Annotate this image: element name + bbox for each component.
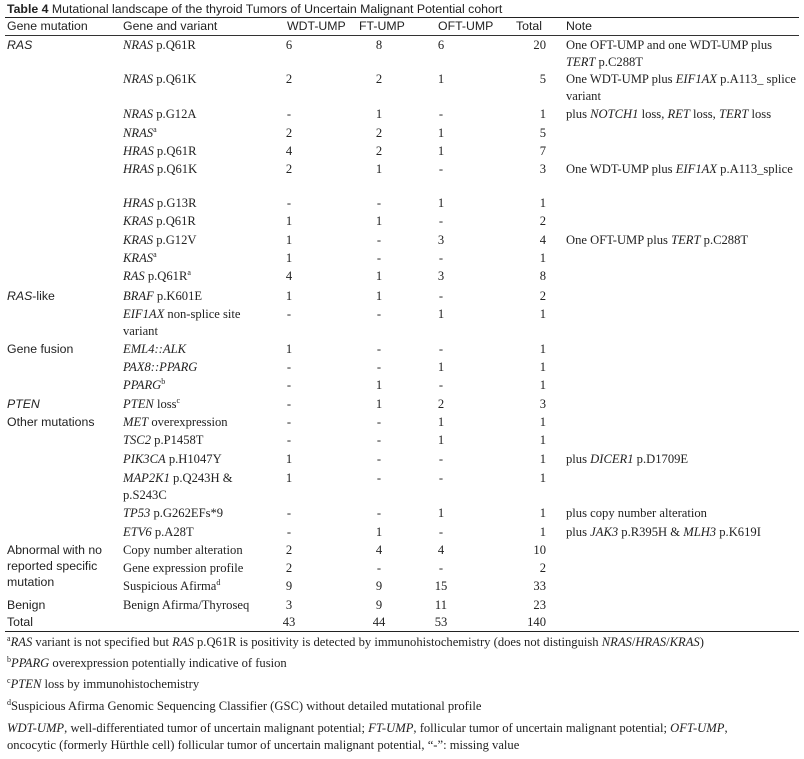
row-gene-variant: BRAF p.K601E <box>123 289 203 303</box>
row-note: plus NOTCH1 loss, RET loss, TERT loss <box>566 107 772 121</box>
row-group-label: Abnormal with no reported specific mutation <box>7 543 103 589</box>
row-wdt-value: - <box>286 506 292 520</box>
row-ft-value: 2 <box>375 126 383 140</box>
row-total-value: 4 <box>539 233 546 247</box>
footnote-abbrev-2: oncocytic (formerly Hürthle cell) follicular tumor of uncertain malignant potential, “-”: missing value <box>7 738 520 752</box>
footnote-abbrev-1: WDT-UMP, well-differentiated tumor of uncertain malignant potential; FT-UMP, follicular tumor of uncertain malignant potential; OFT-UMP, <box>7 721 728 735</box>
row-gene-variant: KRAS$^a$ <box>123 249 157 265</box>
row-oft-value: 1 <box>437 196 445 210</box>
row-gene-variant: HRAS p.G13R <box>123 196 197 210</box>
row-wdt-value: - <box>286 107 292 121</box>
row-oft-value: - <box>438 525 444 539</box>
row-wdt-value: 1 <box>285 471 293 485</box>
row-total-value: 8 <box>539 269 546 283</box>
row-gene-variant: PTEN loss$^c$ <box>123 395 181 411</box>
row-wdt-value: 9 <box>285 579 293 593</box>
row-oft-value: 1 <box>437 415 445 429</box>
row-oft-value: - <box>438 561 444 575</box>
row-total-value: 1 <box>539 415 546 429</box>
row-gene-variant: Benign Afirma/Thyroseq <box>123 598 250 612</box>
row-ft-value: - <box>376 561 382 575</box>
row-total-value: 1 <box>539 471 546 485</box>
row-total-value: 3 <box>539 397 546 411</box>
row-oft-value: - <box>438 162 444 176</box>
row-group-label: Benign <box>7 598 46 612</box>
header-note: Note <box>566 19 592 33</box>
row-total-value: 2 <box>539 289 546 303</box>
row-note: One WDT-UMP plus EIF1AX p.A113_splice <box>566 162 793 176</box>
row-ft-value: - <box>376 506 382 520</box>
row-group-label: RAS-like <box>7 289 55 303</box>
header-rule <box>5 35 799 36</box>
row-gene-variant: TSC2 p.P1458T <box>123 433 204 447</box>
row-total-value: 1 <box>539 196 546 210</box>
row-gene-variant: KRAS p.G12V <box>123 233 197 247</box>
row-oft-value: 1 <box>437 307 445 321</box>
row-wdt-value: 2 <box>285 162 293 176</box>
row-group-label: Total <box>7 615 33 629</box>
row-ft-value: - <box>376 415 382 429</box>
row-ft-value: - <box>376 360 382 374</box>
table-label: Table 4 <box>7 2 49 16</box>
row-ft-value: 1 <box>375 397 383 411</box>
row-ft-value: 2 <box>375 144 383 158</box>
row-oft-value: - <box>438 342 444 356</box>
row-total-value: 1 <box>539 378 546 392</box>
row-wdt-value: 3 <box>285 598 293 612</box>
row-ft-value: - <box>376 452 382 466</box>
footnote-b: $^b$PPARG overexpression potentially indicative of fusion <box>7 654 287 670</box>
row-total-value: 1 <box>539 307 546 321</box>
row-gene-variant: NRAS p.Q61R <box>123 38 196 52</box>
row-oft-value: - <box>438 471 444 485</box>
row-oft-value: 1 <box>437 360 445 374</box>
row-total-value: 1 <box>539 506 546 520</box>
footnote-a: $^a$RAS variant is not specified but RAS p.Q61R is positivity is detected by immunohistochemistry (does not distinguish NRAS/HRAS/KRAS) <box>7 633 704 649</box>
header-wdt-ump: WDT-UMP <box>287 19 346 33</box>
row-gene-variant: RAS $p.Q61R^a$ <box>123 267 191 283</box>
row-wdt-value: 4 <box>285 269 293 283</box>
row-ft-value: 1 <box>375 525 383 539</box>
row-ft-value: 1 <box>375 289 383 303</box>
row-gene-variant: EML4::ALK <box>123 342 186 356</box>
row-gene-variant: Gene expression profile <box>123 561 244 575</box>
row-wdt-value: - <box>286 415 292 429</box>
row-gene-variant: ETV6 p.A28T <box>123 525 194 539</box>
row-note: One OFT-UMP and one WDT-UMP plus TERT p.C288T <box>566 38 773 69</box>
row-wdt-value: 1 <box>285 289 293 303</box>
row-total-value: 23 <box>533 598 546 612</box>
row-oft-value: 1 <box>437 72 445 86</box>
row-note: One WDT-UMP plus EIF1AX p.A113_ splice variant <box>566 72 796 103</box>
row-total-value: 1 <box>539 433 546 447</box>
row-oft-value: - <box>438 378 444 392</box>
header-total: Total <box>516 19 542 33</box>
footnote-c: $^c$PTEN loss by immunohistochemistry <box>7 675 200 691</box>
row-ft-value: 1 <box>375 107 383 121</box>
row-gene-variant: PIK3CA p.H1047Y <box>123 452 222 466</box>
row-wdt-value: 4 <box>285 144 293 158</box>
row-gene-variant: NRAS p.G12A <box>123 107 197 121</box>
header-oft-ump: OFT-UMP <box>438 19 494 33</box>
header-gene-variant: Gene and variant <box>123 19 218 33</box>
row-wdt-value: - <box>286 307 292 321</box>
row-total-value: 5 <box>539 126 546 140</box>
row-total-value: 1 <box>539 251 546 265</box>
row-ft-value: 9 <box>375 579 383 593</box>
row-wdt-value: 1 <box>285 342 293 356</box>
row-wdt-value: 2 <box>285 561 293 575</box>
row-wdt-value: 2 <box>285 126 293 140</box>
table-title: Mutational landscape of the thyroid Tumors of Uncertain Malignant Potential cohort <box>51 2 503 16</box>
row-note: plus copy number alteration <box>566 506 707 520</box>
row-total-value: 1 <box>539 525 546 539</box>
row-gene-variant: HRAS p.Q61R <box>123 144 197 158</box>
row-wdt-value: - <box>286 378 292 392</box>
row-total-value: 7 <box>539 144 546 158</box>
row-oft-value: - <box>438 452 444 466</box>
row-total-value: 2 <box>539 561 546 575</box>
row-oft-value: 6 <box>437 38 445 52</box>
row-total-value: 1 <box>539 452 546 466</box>
row-gene-variant: MAP2K1 p.Q243H & p.S243C <box>123 471 233 502</box>
row-group-label: RAS <box>7 38 33 52</box>
row-wdt-value: - <box>286 397 292 411</box>
row-oft-value: 3 <box>437 233 445 247</box>
row-ft-value: 1 <box>375 269 383 283</box>
row-wdt-value: - <box>286 433 292 447</box>
row-gene-variant: MET overexpression <box>123 415 228 429</box>
row-ft-value: - <box>376 342 382 356</box>
row-total-value: 2 <box>539 214 546 228</box>
row-group-label: Gene fusion <box>7 342 74 356</box>
row-gene-variant: Suspicious Afirma$^d$ <box>123 577 221 593</box>
row-oft-value: 1 <box>437 506 445 520</box>
row-ft-value: 44 <box>372 615 386 629</box>
row-ft-value: - <box>376 307 382 321</box>
row-oft-value: - <box>438 214 444 228</box>
row-gene-variant: KRAS p.Q61R <box>123 214 196 228</box>
row-gene-variant: TP53 p.G262EFs*9 <box>123 506 224 520</box>
row-ft-value: 4 <box>375 543 383 557</box>
row-note: plus DICER1 p.D1709E <box>566 452 689 466</box>
row-gene-variant: HRAS p.Q61K <box>123 162 198 176</box>
row-total-value: 140 <box>527 615 546 629</box>
row-note: One OFT-UMP plus TERT p.C288T <box>566 233 749 247</box>
row-oft-value: - <box>438 289 444 303</box>
row-oft-value: - <box>438 107 444 121</box>
row-wdt-value: 43 <box>282 615 296 629</box>
row-oft-value: 1 <box>437 126 445 140</box>
row-ft-value: 8 <box>375 38 383 52</box>
row-total-value: 33 <box>533 579 546 593</box>
row-total-value: 20 <box>533 38 546 52</box>
row-total-value: 1 <box>539 360 546 374</box>
row-gene-variant: NRAS p.Q61K <box>123 72 197 86</box>
header-gene-mutation: Gene mutation <box>7 19 88 33</box>
row-ft-value: 1 <box>375 214 383 228</box>
header-ft-ump: FT-UMP <box>359 19 405 33</box>
row-total-value: 3 <box>539 162 546 176</box>
row-group-label: Other mutations <box>7 415 95 429</box>
row-oft-value: 3 <box>437 269 445 283</box>
row-wdt-value: 2 <box>285 72 293 86</box>
row-gene-variant: PPARG$^b$ <box>123 376 166 392</box>
row-ft-value: - <box>376 251 382 265</box>
table-caption <box>7 1 797 17</box>
row-ft-value: - <box>376 471 382 485</box>
row-ft-value: - <box>376 196 382 210</box>
row-note: plus JAK3 p.R395H & MLH3 p.K619I <box>566 525 761 539</box>
footnote-d: $^d$Suspicious Afirma Genomic Sequencing Classifier (GSC) without detailed mutational profile <box>7 697 482 713</box>
row-total-value: 5 <box>539 72 546 86</box>
row-wdt-value: - <box>286 360 292 374</box>
row-oft-value: 1 <box>437 433 445 447</box>
row-gene-variant: EIF1AX non-splice site variant <box>123 307 241 338</box>
row-ft-value: 9 <box>375 598 383 612</box>
row-wdt-value: 1 <box>285 214 293 228</box>
row-ft-value: 1 <box>375 162 383 176</box>
row-wdt-value: - <box>286 525 292 539</box>
row-ft-value: 2 <box>375 72 383 86</box>
row-ft-value: 1 <box>375 378 383 392</box>
row-wdt-value: 6 <box>285 38 293 52</box>
row-group-label: PTEN <box>7 397 40 411</box>
row-oft-value: 53 <box>434 615 448 629</box>
row-wdt-value: - <box>286 196 292 210</box>
row-gene-variant: NRAS$^a$ <box>123 124 157 140</box>
row-total-value: 10 <box>533 543 546 557</box>
row-total-value: 1 <box>539 107 546 121</box>
row-wdt-value: 1 <box>285 251 293 265</box>
row-oft-value: 15 <box>434 579 448 593</box>
row-oft-value: 2 <box>437 397 445 411</box>
row-oft-value: - <box>438 251 444 265</box>
row-ft-value: - <box>376 233 382 247</box>
row-oft-value: 11 <box>434 598 448 612</box>
row-wdt-value: 1 <box>285 233 293 247</box>
row-wdt-value: 2 <box>285 543 293 557</box>
row-oft-value: 4 <box>437 543 445 557</box>
row-wdt-value: 1 <box>285 452 293 466</box>
row-gene-variant: PAX8::PPARG <box>123 360 198 374</box>
row-ft-value: - <box>376 433 382 447</box>
bottom-rule <box>5 631 799 632</box>
row-oft-value: 1 <box>437 144 445 158</box>
row-gene-variant: Copy number alteration <box>123 543 243 557</box>
row-total-value: 1 <box>539 342 546 356</box>
